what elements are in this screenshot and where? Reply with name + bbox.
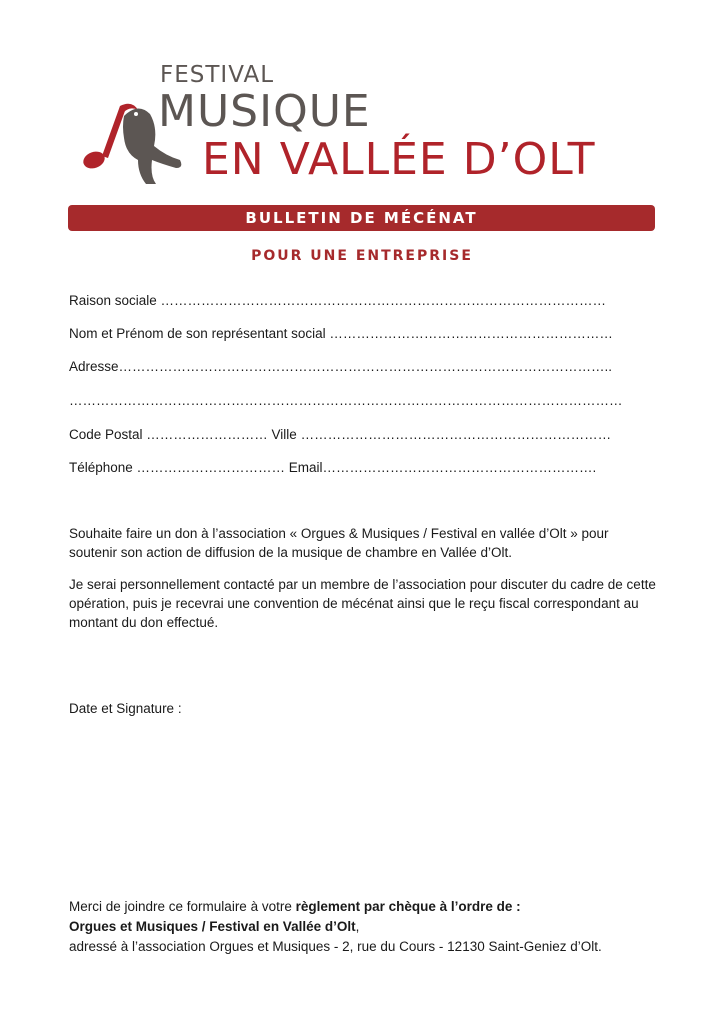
- footer-address: adressé à l’association Orgues et Musiques - 2, rue du Cours - 12130 Saint-Geniez d’Olt.: [69, 939, 602, 954]
- logo-vallee-text: EN VALLÉE D’OLT: [202, 134, 596, 185]
- footer-line-2: [69, 917, 669, 937]
- field-raison-sociale[interactable]: Raison sociale ………………………………………………………………………………………: [69, 293, 607, 308]
- footer-payee: Orgues et Musiques / Festival en Vallée d’Olt: [69, 919, 356, 934]
- field-representant[interactable]: Nom et Prénom de son représentant social ………………………………………………………: [69, 326, 613, 341]
- field-adresse-line2[interactable]: ……………………………………………………………………………………………………………: [69, 393, 623, 408]
- footer-line-2-comma: ,: [355, 919, 360, 934]
- logo-musique-text: MUSIQUE: [158, 86, 371, 137]
- logo-festival-text: FESTIVAL: [160, 62, 275, 88]
- paragraph-don: Souhaite faire un don à l’association « Orgues & Musiques / Festival en vallée d’Olt » pour soutenir son action de diffusion de la musique de chambre en Vallée d’Olt.: [69, 526, 609, 560]
- field-code-postal-ville[interactable]: Code Postal ……………………… Ville ……………………………………………………………: [69, 427, 612, 442]
- festival-logo: [80, 62, 660, 194]
- date-signature-label: Date et Signature :: [69, 701, 182, 716]
- footer-line-1-text: Merci de joindre ce formulaire à votre: [69, 899, 296, 914]
- title-banner: BULLETIN DE MÉCÉNAT: [68, 205, 655, 231]
- footer-instructions: [69, 897, 669, 957]
- footer-line-1: [69, 897, 669, 917]
- footer-line-1-bold: règlement par chèque à l’ordre de :: [295, 899, 521, 914]
- field-telephone-email[interactable]: Téléphone …………………………… Email…………………………………………………….: [69, 460, 597, 475]
- page-subtitle: POUR UNE ENTREPRISE: [251, 248, 473, 264]
- field-adresse[interactable]: Adresse………………………………………………………………………………………………..: [69, 359, 613, 374]
- paragraph-contact: Je serai personnellement contacté par un membre de l’association pour discuter du cadre de cette opération, puis je recevrai une convention de mécénat ainsi que le reçu fiscal correspondant au montant du don effectué.: [69, 577, 656, 630]
